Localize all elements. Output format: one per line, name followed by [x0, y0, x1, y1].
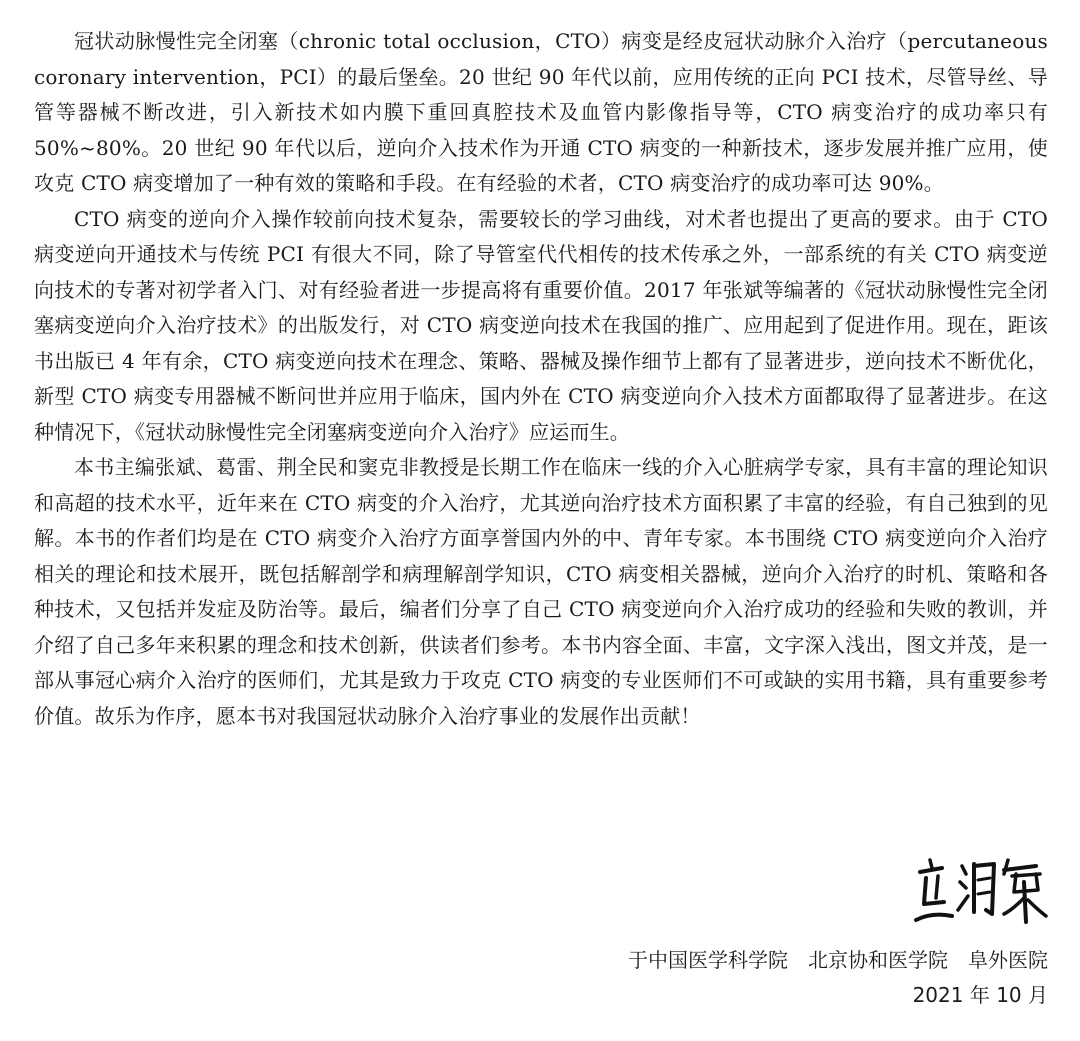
paragraph-2: CTO 病变的逆向介入操作较前向技术复杂，需要较长的学习曲线，对术者也提出了更高的要求。由于 CTO 病变逆向开通技术与传统 PCI 有很大不同，除了导管室代代相传的技术传承之外，一部系统的有关 CTO 病变逆向技术的专著对初学者入门、对有经验者进一步提高将有重要价值。2017 年张斌等编著的《冠状动脉慢性完全闭塞病变逆向介入治疗技术》的出版发行，对 CTO 病变逆向技术在我国的推广、应用起到了促进作用。现在，距该书出版已 4 年有余，CTO 病变逆向技术在理念、策略、器械及操作细节上都有了显著进步，逆向技术不断优化，新型 CTO 病变专用器械不断问世并应用于临床，国内外在 CTO 病变逆向介入技术方面都取得了显著进步。在这种情况下，《冠状动脉慢性完全闭塞病变逆向介入治疗》应运而生。 [34, 206, 1048, 444]
preface-body [34, 24, 1048, 734]
signature-drawing [912, 852, 1052, 932]
preface-date: 2021 年 10 月 [912, 983, 1048, 1007]
paragraph-3: 本书主编张斌、葛雷、荆全民和窦克非教授是长期工作在临床一线的介入心脏病学专家，具有丰富的理论知识和高超的技术水平，近年来在 CTO 病变的介入治疗，尤其逆向治疗技术方面积累了丰富的经验，有自己独到的见解。本书的作者们均是在 CTO 病变介入治疗方面享誉国内外的中、青年专家。本书围绕 CTO 病变逆向介入治疗相关的理论和技术展开，既包括解剖学和病理解剖学知识，CTO 病变相关器械，逆向介入治疗的时机、策略和各种技术，又包括并发症及防治等。最后，编者们分享了自己 CTO 病变逆向介入治疗成功的经验和失败的教训，并介绍了自己多年来积累的理念和技术创新，供读者们参考。本书内容全面、丰富，文字深入浅出，图文并茂，是一部从事冠心病介入治疗的医师们，尤其是致力于攻克 CTO 病变的专业医师们不可或缺的实用书籍，具有重要参考价值。故乐为作序，愿本书对我国冠状动脉介入治疗事业的发展作出贡献！ [34, 455, 1048, 728]
author-affiliation: 于中国医学科学院 北京协和医学院 阜外医院 [628, 948, 1048, 972]
paragraph-1: 冠状动脉慢性完全闭塞（chronic total occlusion，CTO）病变是经皮冠状动脉介入治疗（percutaneous coronary intervention，PCI）的最后堡垒。20 世纪 90 年代以前，应用传统的正向 PCI 技术，尽管导丝、导管等器械不断改进，引入新技术如内膜下重回真腔技术及血管内影像指导等，CTO 病变治疗的成功率只有 50%~80%。20 世纪 90 年代以后，逆向介入技术作为开通 CTO 病变的一种新技术，逐步发展并推广应用，使攻克 CTO 病变增加了一种有效的策略和手段。在有经验的术者，CTO 病变治疗的成功率可达 90%。 [34, 29, 1048, 195]
handwritten-signature [912, 852, 1052, 932]
